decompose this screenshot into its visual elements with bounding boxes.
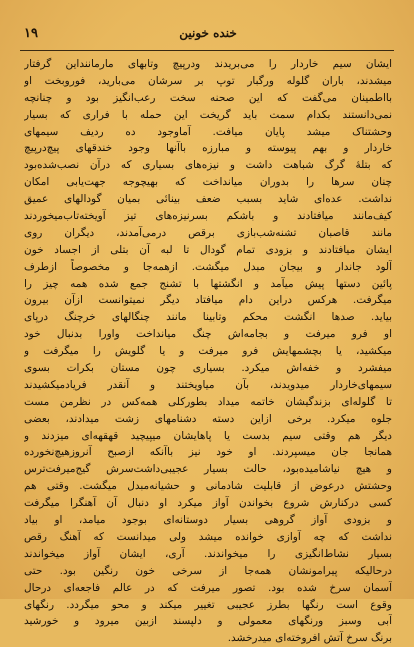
text-line: نداشت که چه آوازی خوانده میشد ولی میدانست که آهنگ رقص: [24, 530, 392, 543]
text-line: بیاید. صدها انگشت محکم وتابینا مانند چنگالهای خرچنگ درپای: [24, 311, 392, 324]
text-line: وحشتناک میشد پایان میافت. آماوجود ده ردیف سیمهای: [24, 125, 392, 138]
page-header: [24, 26, 392, 48]
text-line: مانند قاصبان تشنه‌شب‌بازی برقص درمی‌آمدند، دیگران روی: [24, 226, 392, 239]
text-line: وحشتش درعوض از قابلیت شادمانی و حشیانه‌مبدل میگشت. وقتی هم: [24, 480, 392, 493]
page-number: ۱۹: [24, 26, 38, 41]
text-line: کیف‌مانند میافتادند و باشکم بسرنیزه‌های تیز آویخته‌تاب‌میخوردند: [24, 210, 392, 223]
text-line: برنگ سرخ آتش افروخته‌ای میدرخشد.: [227, 632, 392, 645]
text-line: ایشان سیم خاردار را می‌بریدند ودرپیچ وتابهای مارماننداین گرفتار: [24, 58, 392, 70]
text-line: و بزودی آواز گروهی بسیار دوستانه‌ای بوجود میامد، او بیاد: [24, 514, 392, 527]
text-line: میکشید، یا بچشمهایش فرو میرفت و یا گلویش را میگرفت و: [24, 345, 392, 358]
header-rule: [20, 50, 394, 51]
text-line: جلوه میکرد. برخی ازاین دسته دشنامهای زشت میدادند، بعضی: [24, 412, 392, 425]
text-line: او فرو میرفت و بجامه‌اش چنگ میانداخت واورا بدنبال خود: [24, 328, 392, 341]
text-line: بااطمینان می‌گفت که این صحنه سخت رعب‌انگیز بود و چنانچه: [24, 91, 392, 104]
text-line: میگرفت. هرکس دراین دام میافتاد دیگر نمیتوانست ازآن بیرون: [24, 294, 392, 307]
text-line: دیگر هم وقتی سیم بدست یا پاهایشان میپیچید قهقهه‌ای میزدند و: [24, 429, 392, 442]
text-line: سیمهای‌خاردار میدویدند، بآن میاویختند و آنقدر فریادمیکشیدند: [24, 378, 392, 391]
text-line: همانجا جان میسپردند. او خود نیز باآنکه ازصبح آنروزهیچ‌نخورده: [24, 446, 392, 459]
text-line: پائین دستها پیش میآمد و انگشتها با تشنج جمع شده همه چیز را: [24, 277, 392, 290]
text-line: میشدند، باران گلوله ورگبار توپ بر سرشان می‌بارید، فوروبخت او: [24, 74, 392, 87]
text-line: آبی وسبز ورنگهای معمولی و دلپسند ازبین میرود و خورشید: [24, 615, 392, 628]
text-line: درحالیکه پیرامونشان همه‌جا از سرخی خون رنگین بود. حتی: [24, 564, 392, 577]
text-line: آسمان سرخ شده بود. تصور میرفت که در عالم فاجعه‌ای درحال: [24, 581, 392, 594]
body-text: [24, 56, 392, 645]
text-line: نمی‌دانستند بکدام سمت باید گریخت این حمله با فراری که بسیار: [24, 108, 392, 121]
text-line: بسیار نشاط‌انگیزی را میخواندند. آری، ایشان آواز میخواندند: [24, 547, 392, 560]
text-line: چنان سرها را بدوران میانداخت که بهیچوجه جهت‌یابی امکان: [24, 176, 392, 189]
text-line: و هیچ نیاشامیده‌بود، حالت بسیار عجیبی‌داشت‌سرش گیج‌میرفت‌ترس: [24, 463, 392, 476]
text-line: آلود جاندار و بیجان مبدل میگشت. ازهمه‌جا و مخصوصاً ازطرف: [24, 260, 392, 273]
text-line: ایشان میافتادند و بزودی تمام گودال تا لبه آن بتلی از اجساد خون: [24, 243, 392, 256]
text-line: که بتلهٔ گرگ شباهت داشت و نیزه‌های بسیاری که درآن نصب‌شده‌بود: [24, 159, 392, 172]
running-title: خنده خونین: [179, 26, 237, 40]
text-line: میفشرد و خفه‌اش میکرد. بسیاری چون مستان بکرات بسوی: [24, 362, 392, 375]
text-line: وقوع است رنگها بطرز عجیبی تغییر میکند و محو میگردد. رنگهای: [24, 598, 392, 611]
text-line: خاردار و بهم پیوسته و مبارزه باآنها وجود خندقهای پیچ‌درپیچ: [24, 142, 392, 155]
text-line: تا گلوله‌ای بزندگیشان خاتمه میداد بطورکلی همه‌کس در نظر‌من مست: [24, 395, 392, 408]
text-line: نداشت. عده‌ای شاید بسبب ضعف بینائی بمیان گودالهای عمیق: [24, 193, 392, 206]
text-line: کسی درکنارش شروع بخواندن آواز میکرد او دنبال آن آهنگرا میگرفت: [24, 497, 392, 510]
